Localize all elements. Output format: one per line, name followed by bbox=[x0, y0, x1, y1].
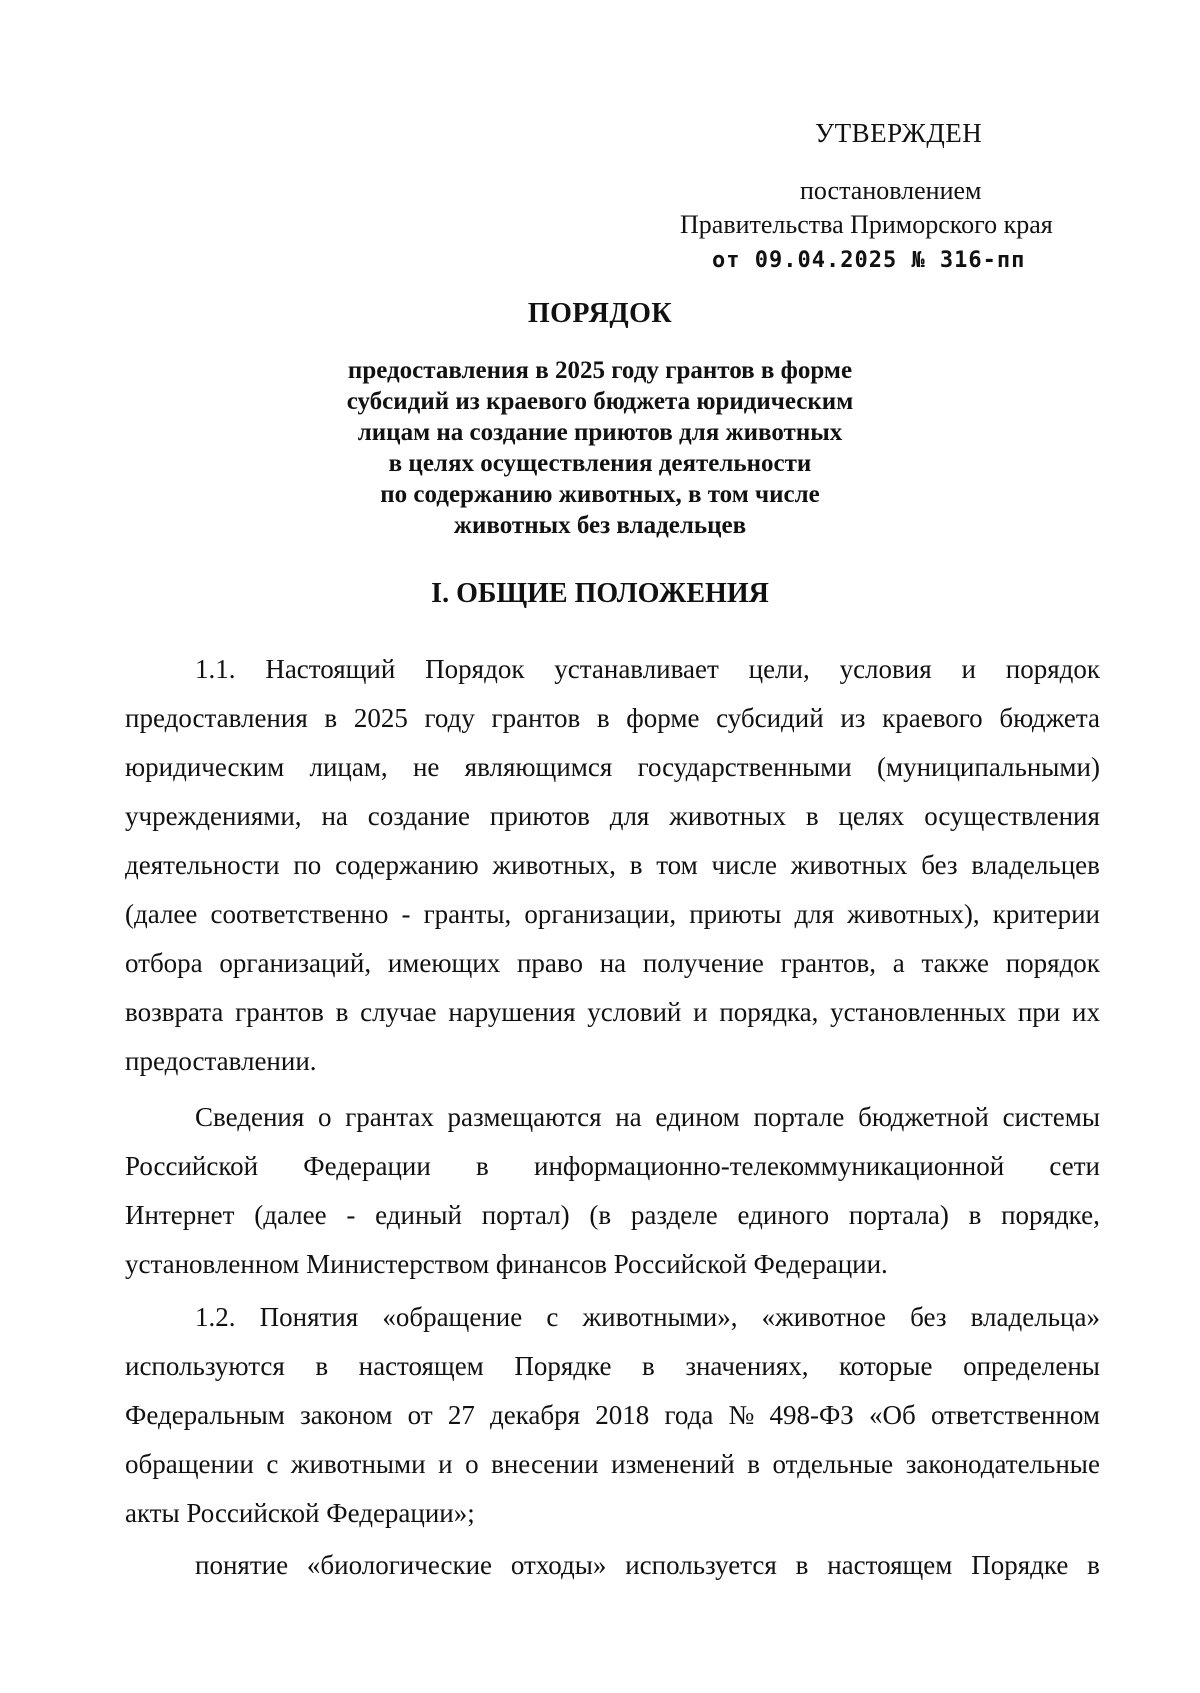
document-subtitle bbox=[300, 355, 900, 541]
word: о bbox=[317, 1102, 332, 1132]
word: порядок bbox=[1005, 948, 1100, 978]
word: отбора bbox=[125, 948, 203, 978]
subtitle-line: лицам на создание приютов для животных bbox=[357, 419, 843, 446]
approval-authority: Правительства Приморского края bbox=[680, 210, 1053, 239]
text-line: акты Российской Федерации»; bbox=[125, 1498, 475, 1528]
word: законом bbox=[300, 1400, 393, 1430]
word: без bbox=[910, 1302, 947, 1332]
word: деятельности bbox=[125, 850, 280, 880]
subtitle-line: в целях осуществления деятельности bbox=[388, 450, 812, 477]
word: 2018 bbox=[595, 1400, 650, 1430]
word: настоящем bbox=[358, 1351, 484, 1381]
word: значениях, bbox=[685, 1351, 809, 1381]
word: Настоящий bbox=[265, 654, 396, 684]
word: (муниципальными) bbox=[877, 752, 1100, 782]
word: «обращение bbox=[382, 1302, 523, 1332]
word: предоставления bbox=[125, 703, 308, 733]
word: по bbox=[293, 850, 322, 880]
paragraph-1-1 bbox=[125, 645, 1100, 1086]
text-line bbox=[125, 645, 1100, 694]
text-line bbox=[125, 890, 1100, 939]
word: животными», bbox=[582, 1302, 738, 1332]
word: с bbox=[546, 1302, 559, 1332]
word: форме bbox=[626, 703, 700, 733]
word: отходы» bbox=[510, 1550, 607, 1580]
word: также bbox=[921, 948, 989, 978]
word: приюты bbox=[689, 899, 782, 929]
word: отдельные bbox=[772, 1449, 894, 1479]
word: декабря bbox=[490, 1400, 581, 1430]
word: том bbox=[656, 850, 698, 880]
word: являющимся bbox=[464, 752, 613, 782]
section-heading: I. ОБЩИЕ ПОЛОЖЕНИЯ bbox=[431, 578, 769, 609]
word: настоящем bbox=[827, 1550, 953, 1580]
word: портал) bbox=[481, 1200, 570, 1230]
word: 2025 bbox=[353, 703, 408, 733]
word: - bbox=[401, 899, 411, 929]
word: года bbox=[664, 1400, 714, 1430]
word: (далее bbox=[254, 1200, 327, 1230]
word: критерии bbox=[992, 899, 1100, 929]
word: внесении bbox=[491, 1449, 599, 1479]
word: гранты, bbox=[423, 899, 512, 929]
word: разделе bbox=[630, 1200, 718, 1230]
word: содержанию bbox=[335, 850, 479, 880]
word: едином bbox=[655, 1102, 740, 1132]
text-line bbox=[125, 743, 1100, 792]
word: используется bbox=[625, 1550, 777, 1580]
word: грантов bbox=[235, 997, 324, 1027]
word: осуществления bbox=[924, 801, 1100, 831]
word: без bbox=[921, 850, 958, 880]
word: получение bbox=[642, 948, 764, 978]
word: понятие bbox=[195, 1550, 289, 1580]
word: «Об bbox=[869, 1400, 916, 1430]
word: порядка, bbox=[719, 997, 819, 1027]
word: году bbox=[424, 703, 475, 733]
word: право bbox=[516, 948, 583, 978]
word: в bbox=[476, 1151, 489, 1181]
word: животных bbox=[669, 801, 786, 831]
word: размещаются bbox=[447, 1102, 602, 1132]
word: порядок bbox=[1005, 654, 1100, 684]
subtitle-line: животных без владельцев bbox=[453, 512, 747, 539]
word: возврата bbox=[125, 997, 224, 1027]
word: учреждениями, bbox=[125, 801, 302, 831]
word: в bbox=[1087, 1550, 1100, 1580]
word: с bbox=[266, 1449, 279, 1479]
word: установленных bbox=[830, 997, 1007, 1027]
word: единый bbox=[375, 1200, 462, 1230]
word: организации, bbox=[524, 899, 677, 929]
text-line bbox=[125, 1541, 1100, 1590]
word: из bbox=[840, 703, 866, 733]
paragraph-portal-info bbox=[125, 1093, 1100, 1289]
word: в bbox=[968, 1200, 982, 1230]
word: (в bbox=[589, 1200, 612, 1230]
word: а bbox=[892, 948, 905, 978]
word: краевого bbox=[882, 703, 983, 733]
word: при bbox=[1017, 997, 1061, 1027]
word: в bbox=[747, 1449, 760, 1479]
word: организаций, bbox=[219, 948, 372, 978]
word: создание bbox=[367, 801, 471, 831]
word: ответственном bbox=[930, 1400, 1100, 1430]
word: Российской bbox=[125, 1151, 259, 1181]
text-line bbox=[125, 792, 1100, 841]
text-line bbox=[125, 988, 1100, 1037]
word: «животное bbox=[761, 1302, 886, 1332]
word: и bbox=[961, 654, 976, 684]
text-line bbox=[125, 1391, 1100, 1440]
word: условия bbox=[839, 654, 932, 684]
word: - bbox=[346, 1200, 356, 1230]
word: Федеральным bbox=[125, 1400, 285, 1430]
word: Федерации bbox=[303, 1151, 431, 1181]
word: портале bbox=[753, 1102, 845, 1132]
word: в bbox=[324, 703, 338, 733]
word: 1.1. bbox=[195, 654, 236, 684]
text-line: предоставлении. bbox=[125, 1046, 317, 1076]
text-line bbox=[125, 1191, 1100, 1240]
word: Порядок bbox=[425, 654, 525, 684]
word: Интернет bbox=[125, 1200, 235, 1230]
word: грантах bbox=[345, 1102, 434, 1132]
word: которые bbox=[839, 1351, 933, 1381]
subtitle-line: предоставления в 2025 году грантов в форме bbox=[347, 357, 853, 384]
word: животных), bbox=[847, 899, 980, 929]
word: в bbox=[335, 997, 349, 1027]
word: юридическим bbox=[125, 752, 285, 782]
word: Сведения bbox=[195, 1102, 305, 1132]
word: животных, bbox=[492, 850, 616, 880]
word: порядке, bbox=[1001, 1200, 1100, 1230]
word: единого bbox=[737, 1200, 830, 1230]
word: их bbox=[1072, 997, 1100, 1027]
word: на bbox=[599, 948, 627, 978]
word: соответственно bbox=[210, 899, 389, 929]
word: № bbox=[728, 1400, 755, 1430]
word: в bbox=[629, 850, 643, 880]
word: грантов bbox=[491, 703, 581, 733]
word: от bbox=[407, 1400, 433, 1430]
word: «биологические bbox=[306, 1550, 493, 1580]
word: бюджета bbox=[999, 703, 1100, 733]
paragraph-biological-waste bbox=[125, 1541, 1100, 1590]
text-line bbox=[125, 1093, 1100, 1142]
text-line bbox=[125, 1342, 1100, 1391]
word: 27 bbox=[447, 1400, 475, 1430]
word: животными bbox=[290, 1449, 426, 1479]
word: Порядке bbox=[971, 1550, 1069, 1580]
word: устанавливает bbox=[554, 654, 719, 684]
word: сети bbox=[1049, 1151, 1100, 1181]
word: условий bbox=[587, 997, 682, 1027]
word: и bbox=[438, 1449, 453, 1479]
word: информационно-телекоммуникационной bbox=[534, 1151, 1005, 1181]
approval-heading: УТВЕРЖДЕН bbox=[815, 118, 983, 148]
word: в bbox=[315, 1351, 329, 1381]
word: обращении bbox=[125, 1449, 254, 1479]
word: лицам, bbox=[309, 752, 388, 782]
word: животных bbox=[790, 850, 908, 880]
word: не bbox=[412, 752, 440, 782]
word: (далее bbox=[125, 899, 198, 929]
word: для bbox=[794, 899, 835, 929]
word: портала) bbox=[848, 1200, 949, 1230]
word: о bbox=[465, 1449, 479, 1479]
word: в bbox=[642, 1351, 655, 1381]
text-line bbox=[125, 939, 1100, 988]
word: изменений bbox=[611, 1449, 735, 1479]
word: субсидий bbox=[716, 703, 824, 733]
word: в bbox=[805, 801, 819, 831]
approval-resolution-label: постановлением bbox=[800, 176, 982, 205]
word: случае bbox=[360, 997, 437, 1027]
word: приютов bbox=[489, 801, 590, 831]
word: владельца» bbox=[970, 1302, 1100, 1332]
word: в bbox=[596, 703, 610, 733]
word: числе bbox=[711, 850, 777, 880]
word: бюджетной bbox=[858, 1102, 989, 1132]
word: нарушения bbox=[448, 997, 576, 1027]
word: для bbox=[609, 801, 650, 831]
text-line bbox=[125, 1142, 1100, 1191]
word: имеющих bbox=[387, 948, 501, 978]
word: на bbox=[615, 1102, 642, 1132]
text-line bbox=[125, 694, 1100, 743]
word: определены bbox=[963, 1351, 1100, 1381]
text-line: установленном Министерством финансов Российской Федерации. bbox=[125, 1249, 888, 1279]
word: законодательные bbox=[905, 1449, 1100, 1479]
word: 498-ФЗ bbox=[769, 1400, 854, 1430]
word: на bbox=[321, 801, 348, 831]
text-line bbox=[125, 1440, 1100, 1489]
word: используются bbox=[125, 1351, 285, 1381]
word: владельцев bbox=[971, 850, 1100, 880]
text-line bbox=[125, 841, 1100, 890]
word: Порядке bbox=[514, 1351, 612, 1381]
word: и bbox=[693, 997, 708, 1027]
word: системы bbox=[1002, 1102, 1100, 1132]
word: цели, bbox=[748, 654, 810, 684]
word: грантов, bbox=[780, 948, 877, 978]
word: Понятия bbox=[259, 1302, 359, 1332]
text-line bbox=[125, 1293, 1100, 1342]
word: 1.2. bbox=[195, 1302, 236, 1332]
word: целях bbox=[838, 801, 905, 831]
word: в bbox=[795, 1550, 809, 1580]
document-title: ПОРЯДОК bbox=[527, 298, 673, 329]
paragraph-1-2 bbox=[125, 1293, 1100, 1538]
word: государственными bbox=[637, 752, 852, 782]
approval-date-number: от 09.04.2025 № 316-пп bbox=[712, 248, 1026, 273]
subtitle-line: по содержанию животных, в том числе bbox=[380, 481, 820, 508]
subtitle-line: субсидий из краевого бюджета юридическим bbox=[346, 388, 854, 415]
